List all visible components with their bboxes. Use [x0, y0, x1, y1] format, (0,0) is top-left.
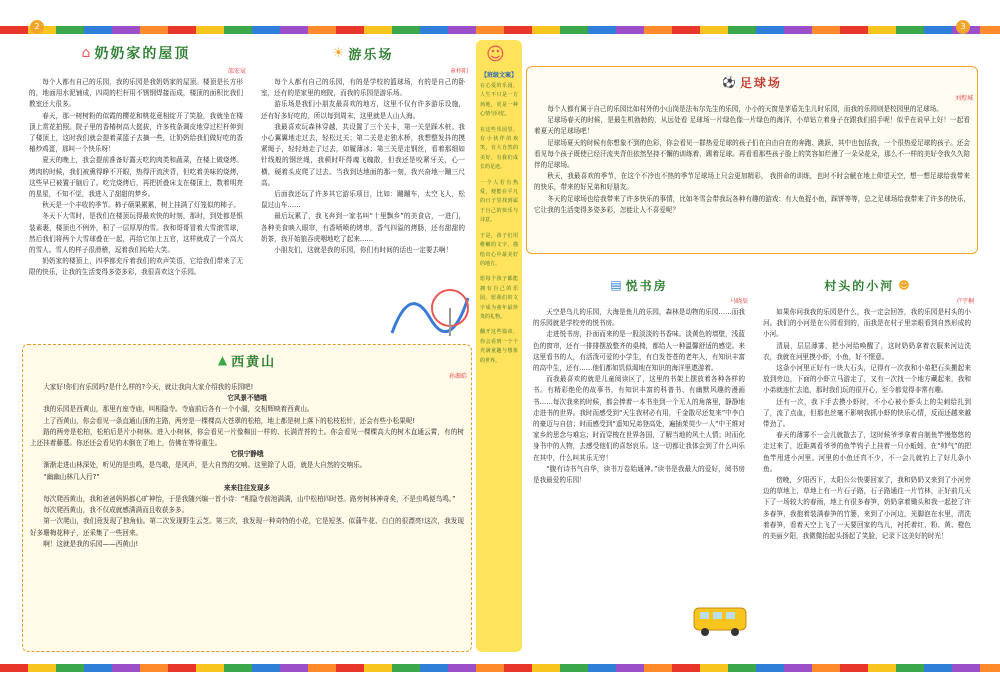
article-nainai — [22, 40, 250, 340]
article-title: 游乐场 — [348, 47, 394, 63]
center-heading: 【班级文案】 — [480, 72, 517, 79]
center-paragraph: 愿每个孩子都能拥有自己的乐园，愿我们的文字成为童年最珍贵的礼物。 — [480, 276, 518, 320]
article-body — [756, 307, 978, 542]
article-paragraph: 每次爬西黄山，我和爸爸妈妈都心旷神怡，于是我随兴编一首小诗：“相隐寺前池满满，山中松柏四时苍。路旁树林神奇矣，不是虫鸣便鸟鸣。” — [43, 495, 456, 504]
school-bus-icon — [690, 600, 750, 640]
article-title: 村头的小河 — [824, 278, 895, 293]
page-number-left: 2 — [30, 20, 44, 34]
article-body — [527, 104, 977, 216]
article-body — [254, 77, 472, 256]
article-body — [22, 77, 250, 279]
center-paragraph: 在这些乐园里，有小伙伴的欢笑，有大自然的美好，有我们成长的足迹。 — [480, 126, 518, 171]
article-title: 足球场 — [739, 75, 782, 90]
article-paragraph: 春天，那一树树粉的似霞的樱花和桃花竟相绽开了笑脸，我就坐在楼顶上赏花拍照。院子里的香椿树高大挺拔，许多枝条调皮地穿过栏杆伸到了楼顶上，这时我们就会提着菜篮子去摘一些，让奶奶给我们做好吃的香椿炒鸡蛋，那叫一个快乐呀！ — [29, 111, 243, 154]
article-title: 西黄山 — [231, 354, 277, 370]
center-paragraph: 一个人若有热爱，便能在平凡的日子里找到属于自己的快乐与诗意。 — [480, 179, 518, 224]
article-paragraph: 天空是鸟儿的乐园，大海是鱼儿的乐园，森林是动物的乐园……而我的乐园就是学校旁的悦书房。 — [533, 308, 745, 328]
article-paragraph: 足球场夏天的时候有你想象不到的色彩，你会看见一群热爱足球的孩子们在自由自在的奔跑、跳跃，其中也包括我，一个很热爱足球的孩子。还会看见每个孩子既使已经汗流夹背但依然坚持不懈的训练着，踢着足球。再看看那些孩子脸上的笑容如烂漫了一朵朵花朵，那么不一样的美好令我久久陪伴的足球场。 — [534, 138, 970, 170]
article-paragraph: 秋天，我最喜欢的季节，在这个不冷也不热的季节足球场上只会更加精彩， 我拼命的训练，也时不时会觥在地上仰望天空，想一想足球给我带来的快乐，带来的好兄弟和好朋友。 — [534, 172, 970, 192]
article-paragraph: 大家好!你们有乐园吗?是什么样的?今天，就让我向大家介绍我的乐园吧! — [43, 383, 254, 391]
article-zuqiu — [526, 66, 978, 254]
article-xihuang — [22, 344, 472, 652]
article-title: 奶奶家的屋顶 — [94, 46, 191, 62]
article-paragraph: 我的乐园是西黄山，那里有座寺庙，叫相隐寺。寺庙前后各有一个小湖，交相辉映着西黄山。 — [43, 405, 314, 414]
article-paragraph: 最后玩累了，我飞奔到一家名叫“十里飘乡”的美食店，一进门，各种美食映入眼帘，有香喷喷的烤串，香气四溢的烤肠，还有甜甜的奶茶，我开始狼吞虎咽地吃了起来…… — [261, 212, 465, 243]
article-author: 章梓阳 — [449, 68, 468, 75]
article-paragraph: 每个人都有自己的乐园，我的乐园是我奶奶家的屋顶。楼顶是长方形的，地面用水泥铺成，四周的栏杆用不锈钢焊接而成，楼顶的面积比我们教室还大很多。 — [29, 78, 243, 109]
center-paragraph: 在心爱的乐园，人生不只是一方场地，更是一种心情与回忆。 — [480, 83, 518, 118]
article-author: 卢宇桐 — [955, 298, 974, 305]
article-paragraph: 渐渐走进山林深处，听见的是虫鸣，是鸟歌，是风声，是大自然的交响。这里除了人语，就是大自然的交响乐。 — [43, 461, 367, 470]
top-rainbow-stripe — [0, 26, 1000, 34]
article-body — [23, 382, 471, 550]
section-subheading: 它风景不错哦 — [227, 394, 267, 403]
rollercoaster-icon — [390, 278, 470, 338]
article-paragraph: 小朋友们，这就是我的乐园，你们有时间的话也一定要去啊！ — [274, 246, 453, 255]
article-paragraph: 傍晚，夕阳西下，太阳公公快要回家了，我和奶奶又来到了小河旁边的草地上，草地上有一片石子路，石子路通往一片竹林，正好前几天下了一场较大的春雨，地上有很多春笋，奶奶拿着锄头和我一起挖了许多春笋，我抱着装满春笋的竹篓，来到了小河边，光脚泡在水里，清洗着春笋，看着天空上飞了一天要回家的鸟儿，衬托着红、粉、黄、橙色的美丽夕阳，我微微抬起头扬起了笑脸，记录下这美好的时光！ — [763, 476, 971, 541]
article-author: 马晓辰 — [729, 298, 748, 305]
article-paragraph: 冬天下大雪时，是我们在楼顶玩得最欢快的时刻，那时，到处都是银装素裹，楼顶也不例外，积了一层厚厚的雪。我和哥哥冒着大雪滚雪球，然后我们将两个大雪球叠在一起，再给它加上五官，这样就成了一个高大的雪人。雪人的样子很滑稽，逗着我们哈哈大笑。 — [29, 212, 243, 255]
article-paragraph: “腹有诗书气自华，读书万卷始通神。”读书是我最大的爱好，阅书房是我最爱的乐园！ — [533, 464, 745, 485]
article-title: 悦书房 — [625, 278, 668, 293]
bottom-rainbow-stripe — [0, 664, 1000, 672]
center-paragraph: 翻开这些篇章，你会看到一个个充满童趣与想象的世界。 — [480, 329, 518, 364]
article-paragraph: 每次爬西黄山，我不仅成就感满满而且收获多多。 — [43, 506, 189, 515]
article-paragraph: 路的两旁是松柏，松柏后是片小树林。进入小树林，你会看见一片像棉田一样的、长满青苔的土。你会看见一棵棵高大的树木直通云霄，有的树上还挂着藤蔓。你还还会看见钓木倒在了地上，仿佛在等待重生。 — [30, 427, 464, 448]
article-paragraph: 还有一次，我下手去摸小虾时，不小心被小虾头上的尖刺给扎到了，流了点血，但那也丝毫不影响我抓小虾的快乐心情，反而还越来越带劲了。 — [763, 397, 971, 429]
child-mascot-icon: ☺ — [486, 44, 505, 65]
article-paragraph: 游乐场是我们小朋友最喜欢的地方，这里不仅有许多游乐设施，还有好多好吃的，所以每到周末，这里就是人山人海。 — [261, 100, 465, 120]
center-banner — [476, 40, 522, 652]
article-paragraph: 后面我还玩了许多其它游乐项目，比如：蹦蹦车，太空飞人，松鼠过山车…… — [261, 190, 465, 210]
section-subheading: 来来往往发现多 — [223, 483, 271, 492]
article-paragraph: 每个人都有属于自己的乐园比如村外的小山岗是法布尔先生的乐园，小小的天窗是茅盾先生儿时乐园，而我的乐园则是校园里的足球场。 — [547, 105, 943, 113]
article-paragraph: 足球场春天的时候，是最生机勃勃的，从远处看 足球场一片绿色像一片绿色的海洋，小草钻立着身子在跟我们招手呢！似乎在说早上好！一起看着夏天的足球场吧！ — [534, 116, 970, 136]
article-author: 孙源皓 — [448, 373, 467, 380]
article-paragraph: 走进悦书房，扑面而来的是一股淡淡的书香味。淡黄色的墙壁，浅蓝色的窗帘，还有一排排摆放整齐的桌椅，都给人一种温馨舒适的感觉。来这里看书的人，有活泼可爱的小学生，有白发苍苍的老年人，有知识丰富的高中生，还有……他们都如饥似渴地在知识的海洋里遨游着。 — [533, 330, 745, 373]
article-paragraph: 如果你问我我的乐园是什么，我一定会回答，我的乐园是村头的小河。我们的小河是在公园看到的，而我是在村子里亲眼看到自然形成的小河。 — [763, 308, 971, 339]
children-icon: ☻ — [898, 278, 910, 292]
article-paragraph: 春天的薄雾不一会儿就散去了，这时候爷爷拿着自制鱼竿慢悠悠的走过来了，近距离看爷爷的鱼竿钩子上挂着一只小蚯蚓，在“帅气”的把鱼竿甩进小河里。河里的小鱼还真不少，不一会儿就钓上了好几条小鱼。 — [763, 431, 971, 473]
page-number-right: 3 — [956, 20, 970, 34]
article-paragraph: 而我最喜欢的就是儿童阅读区了，这里的书架上摆放着各种各样的书。有精彩绝伦的故事书，有知识丰富的科普书、有幽默风趣的漫画书……每次我来的时候，都会捧着一本书坐到一个无人的角落里，静静地走进书的世界。我时而感受到“天生我材必有用，千金散尽还复来”中李白的豪迈与自信；时而感受到“遥知兄弟登高处，遍插茱萸少一人”中王维对家乡的思念与难忘；时而穿梭在世界各国，了解当地的风土人情；时而化身书中的人物，去感受他们的喜怒哀乐。这一切都让我体会到了什么叫乐在其中，什么叫其乐无穷！ — [533, 375, 745, 462]
article-paragraph: 秋天是一个丰收的季节。柿子硕果累累，树上挂满了灯笼似的柿子。 — [42, 201, 240, 210]
center-body — [476, 79, 522, 369]
article-paragraph: 第一次爬山，我们竟发现了独角仙。第二次发现野生云芝。第三次，我发现一种奇特的小花，它是短茎、似蒲牛花、白白的很漂亮!这次，我发现好多珊梅花种子，还采集了一些回来。 — [30, 517, 464, 537]
article-paragraph: 啊！这就是我的乐园——西黄山! — [43, 539, 139, 548]
article-paragraph: 我最喜欢玩森林穿越，共设置了三个关卡，第一关是踩木桩。我小心翼翼地走过去，轻松过关；第二关是走独木桥，我想整发抖的摸紧绳子，轻轻地走了过去，如履薄冰；第三关是走钢丝，看着那细如针线般的钢丝绳，我顿时吓得魂飞魄散，但我还是咬紧牙关，心一横，硬着头皮爬了过去。当我到达地面的那一刻，我兴奋地一蹦三尺高。 — [261, 122, 465, 187]
center-paragraph: 于是，孩子们用稚嫩的文字，描绘出心中最美好的地方。 — [480, 232, 518, 267]
book-icon: ▤ — [610, 278, 622, 292]
mountain-icon: ▲ — [217, 353, 228, 367]
article-paragraph: 上了西黄山，你会看见一条直通山顶的主路，两旁是一棵棵高大苍翠的松柏，地上都是树上落下的松枝松针，还会有些小松果呢! — [43, 416, 416, 425]
article-paragraph: 奶奶家的楼顶上，四季都充斥着我们的欢声笑语，它给我们带来了无限的快乐，让我的生活变得多姿多彩，我很喜欢这个乐园。 — [29, 257, 243, 277]
article-paragraph: 清晨，层层薄雾，把小河给唤醒了，这时奶奶拿着衣服来河边洗衣，我就在河里摸小虾，小鱼，好不惬意。 — [763, 341, 971, 361]
article-paragraph: 冬天的足球场也给我带来了许多快乐的事情，比如冬雪会带我玩各种有趣的游戏：有大鱼捉小鱼，踩饼等等，总之足球场给我带来了许多的快乐，它让我的生活变得多姿多彩，怎能让人不喜爱呢？ — [534, 194, 970, 214]
article-youle — [254, 40, 472, 340]
article-xiaohe — [756, 274, 978, 644]
article-paragraph: “幽幽山林几人行?” — [43, 472, 100, 481]
house-icon: ⌂ — [81, 45, 91, 61]
soccer-ball-icon: ⚽ — [722, 75, 736, 89]
article-author: 刘煜城 — [954, 95, 973, 102]
article-body — [526, 307, 752, 486]
article-paragraph: 夏天的晚上，我会提前准备好露天吃的肉类和蔬菜，在楼上做烧烤。烤肉的时候，我们被熏得睁不开眼，热得汗流浃背，但吃着美味的烧烤，这些早已被置于脑后了。吃完烧烤后，再把折叠床支在楼顶上，数着明亮的星星，不知不觉，我进入了甜甜的梦乡。 — [29, 156, 243, 199]
section-subheading: 它很宁静哦 — [230, 450, 264, 459]
article-yueshu — [526, 274, 752, 644]
article-author: 邵宏宸 — [227, 68, 246, 75]
article-paragraph: 每个人都有自己的乐园，有的是学校的篮球场，有的是自己的卧室，还有的是家里的庭院，而我的乐园是游乐场。 — [261, 78, 465, 98]
sun-icon: ☀ — [332, 45, 345, 61]
article-paragraph: 这条小河里正好有一块大石头，记得有一次我和小弟把石头搬起来放到旁边，下面的小虾立马游走了，又有一次找一个地方藏起来，我和小弟就连忙去追，那时我们玩的很开心，至今都觉得非常有趣。 — [763, 364, 971, 395]
